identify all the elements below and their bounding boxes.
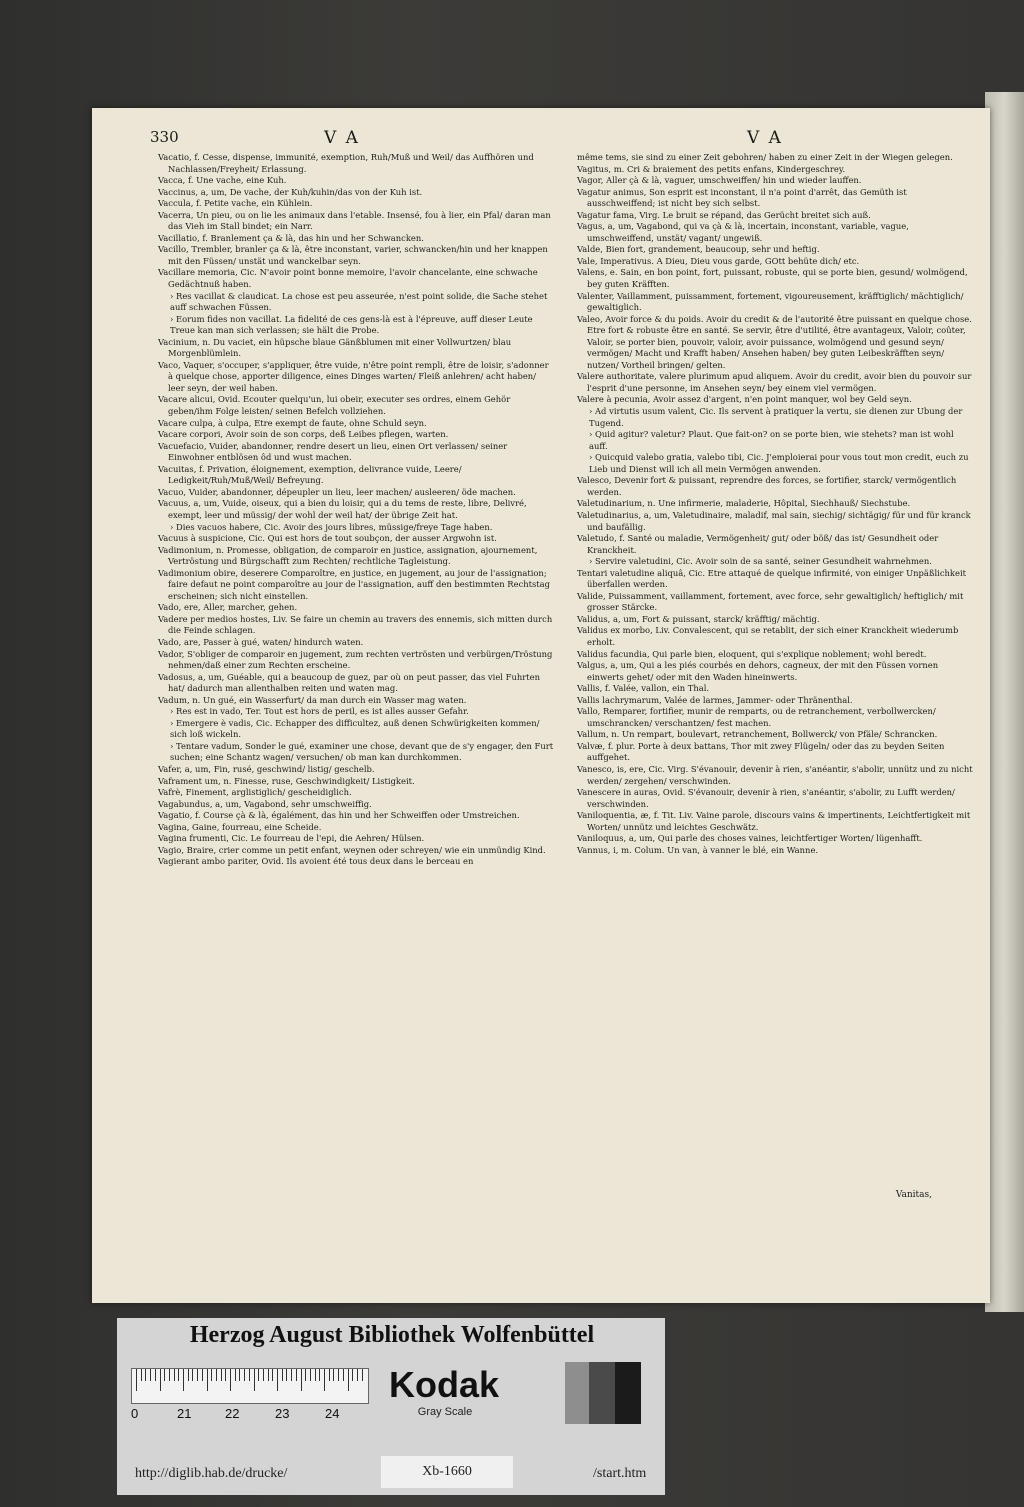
dictionary-entry: › Ad virtutis usum valent, Cic. Ils servent à pratiquer la vertu, sie dienen zur Ubung der Tugend. bbox=[589, 406, 963, 428]
ruler-tick bbox=[329, 1369, 330, 1381]
page-number: 330 bbox=[150, 128, 179, 146]
ruler-tick bbox=[333, 1369, 334, 1381]
ruler-tick bbox=[164, 1369, 165, 1381]
ruler-tick bbox=[216, 1369, 217, 1381]
dictionary-entry: Vacillatio, f. Branlement ça & là, das hin und her Schwancken. bbox=[158, 232, 424, 243]
dictionary-page bbox=[92, 108, 990, 1303]
ruler-tick bbox=[286, 1369, 287, 1381]
dictionary-entry: Tentari valetudine aliquâ, Cic. Etre attaqué de quelque infirmité, von einiger Unpäßlichkeit überfallen werden. bbox=[577, 567, 966, 590]
ruler-tick bbox=[211, 1369, 212, 1381]
dictionary-entry: Vannus, i, m. Colum. Un van, à vanner le blé, ein Wanne. bbox=[577, 844, 819, 855]
dictionary-entry: Vacillo, Trembler, branler ça & là, être inconstant, varier, schwancken/hin und her knappen mit den Füssen/ unstät und wanckelbar seyn. bbox=[158, 244, 548, 266]
ruler-tick bbox=[296, 1369, 297, 1381]
dictionary-entry: Vallo, Remparer, fortifier, munir de remparts, ou de retranchement, verbollwercken/ umschrancken/ verschantzen/ fest machen. bbox=[577, 706, 936, 728]
ruler-tick bbox=[249, 1369, 250, 1381]
ruler-tick bbox=[197, 1369, 198, 1381]
dictionary-entry: › Quid agitur? valetur? Plaut. Que fait-on? on se porte bien, wie stehets? man ist wohl auff. bbox=[589, 429, 954, 451]
dictionary-entry: Vallum, n. Un rempart, boulevart, retranchement, Bollwerck/ von Pfäle/ Schrancken. bbox=[577, 729, 938, 740]
color-calibration-bar bbox=[117, 1318, 665, 1495]
dictionary-entry: Vagatur fama, Virg. Le bruit se répand, das Gerücht breitet sich auß. bbox=[577, 209, 871, 220]
dictionary-entry: Vagor, Aller çà & là, vaguer, umschweiffen/ hin und wieder lauffen. bbox=[577, 175, 862, 186]
dictionary-entry: Validus ex morbo, Liv. Convalescent, qui se retablit, der sich einer Kranckheit wiederumb erholt. bbox=[577, 625, 959, 647]
dictionary-entry: Vacare alicui, Ovid. Ecouter quelqu'un, lui obeir, executer ses ordres, einem Gehör geben/ihm Folge leisten/ seinen Befelch vollziehen. bbox=[158, 394, 511, 417]
ruler-tick bbox=[348, 1369, 349, 1391]
ruler-tick bbox=[258, 1369, 259, 1381]
dictionary-entry: Vagatur animus, Son esprit est inconstant, il n'a point d'arrêt, das Gemüth ist ausschweiffend; ist nicht bey sich selbst. bbox=[577, 186, 907, 209]
dictionary-entry: Vacerra, Un pieu, ou on lie les animaux dans l'etable. Insensé, fou à lier, ein Pfal/ daran man das Vieh im Stall bindet; ein Narr. bbox=[158, 209, 551, 232]
catchword: Vanitas, bbox=[895, 1190, 932, 1200]
ruler-number: 23 bbox=[275, 1406, 290, 1421]
ruler-number: 24 bbox=[325, 1406, 340, 1421]
dictionary-entry: Vadosus, a, um, Guéable, qui a beaucoup de guez, par où on peut passer, das viel Fuhrten hat/ dadurch man allenthalben reiten und waten mag. bbox=[158, 671, 540, 694]
dictionary-entry: Vagabundus, a, um, Vagabond, sehr umschweiffig. bbox=[158, 798, 372, 809]
dictionary-entry: même tems, sie sind zu einer Zeit gebohren/ haben zu einer Zeit in der Wiegen gelegen. bbox=[577, 152, 953, 162]
dictionary-entry: Valens, e. Sain, en bon point, fort, puissant, robuste, qui se porte bien, gesund/ wolmögend, bey guten Kräfften. bbox=[577, 267, 968, 290]
ruler-tick bbox=[338, 1369, 339, 1381]
dictionary-entry: Vadere per medios hostes, Liv. Se faire un chemin au travers des ennemis, sich mitten durch die Feinde schlagen. bbox=[158, 613, 553, 636]
dictionary-entry: Vacare corpori, Avoir soin de son corps, deß Leibes pflegen, warten. bbox=[158, 429, 449, 440]
dictionary-entry: Validus facundia, Qui parle bien, eloquent, qui s'explique noblement; wohl beredt. bbox=[577, 648, 927, 659]
ruler-tick bbox=[362, 1369, 363, 1381]
ruler-tick bbox=[169, 1369, 170, 1381]
ruler-tick bbox=[277, 1369, 278, 1391]
ruler-tick bbox=[188, 1369, 189, 1381]
dictionary-entry: Vaccula, f. Petite vache, ein Kühlein. bbox=[158, 198, 313, 209]
kodak-logo: Kodak bbox=[388, 1364, 500, 1405]
ruler-tick bbox=[160, 1369, 161, 1391]
dictionary-entry: Valgus, a, um, Qui a les piés courbés en dehors, cagneux, der mit den Füssen vornen einwerts gehet/ oder mit den Waden hineinwerts. bbox=[577, 660, 939, 682]
dictionary-entry: › Res est in vado, Ter. Tout est hors de peril, es ist alles ausser Gefahr. bbox=[170, 706, 469, 717]
dictionary-entry: Vallis, f. Valée, vallon, ein Thal. bbox=[577, 683, 710, 694]
left-column bbox=[158, 152, 554, 868]
dictionary-entry: Vacuus à suspicione, Cic. Qui est hors de tout soubçon, der ausser Argwohn ist. bbox=[158, 533, 497, 544]
dictionary-entry: Vado, are, Passer à gué, waten/ hindurch waten. bbox=[158, 636, 364, 647]
dictionary-entry: Vacillare memoria, Cic. N'avoir point bonne memoire, l'avoir chancelante, eine schwache Gedächtnuß haben. bbox=[158, 267, 538, 290]
dictionary-entry: › Servire valetudini, Cic. Avoir soin de sa santé, seiner Gesundheit wahrnehmen. bbox=[589, 556, 932, 567]
ruler-tick bbox=[225, 1369, 226, 1381]
dictionary-entry: Vagina, Gaine, fourreau, eine Scheide. bbox=[158, 821, 322, 832]
dictionary-entry: Vadimonium obire, deserere Comparoître, en justice, en jugement, au jour de l'assignation; faire defaut ne point comparoître au jour de l'assignation, auff den bestimmten Rechtstag erscheinen; sich nicht einstellen. bbox=[158, 567, 551, 601]
ruler-tick bbox=[301, 1369, 302, 1391]
ruler-tick bbox=[324, 1369, 325, 1391]
dictionary-entry: › Res vacillat & claudicat. La chose est peu asseurée, n'est point solide, die Sache stehet auff schwachen Füssen. bbox=[170, 290, 548, 313]
dictionary-entry: Valetudinarius, a, um, Valetudinaire, maladif, mal sain, siechig/ sichtägig/ für und für kranck und baufällig. bbox=[577, 509, 971, 532]
dictionary-entry: › Dies vacuos habere, Cic. Avoir des jours libres, müssige/freye Tage haben. bbox=[170, 521, 493, 532]
scale-ruler bbox=[131, 1368, 369, 1404]
library-title: Herzog August Bibliothek Wolfenbüttel bbox=[189, 1322, 595, 1348]
ruler-tick bbox=[244, 1369, 245, 1381]
running-head-left: V A bbox=[324, 128, 360, 148]
ruler-number: 0 bbox=[131, 1406, 139, 1421]
dictionary-entry: Vaframent um, n. Finesse, ruse, Geschwindigkeit/ Listigkeit. bbox=[158, 775, 415, 786]
dictionary-entry: › Tentare vadum, Sonder le gué, examiner une chose, devant que de s'y engager, den Furt suchen; eine Schantz wagen/ versuchen/ ob man kan durchkommen. bbox=[170, 740, 554, 763]
ruler-tick bbox=[291, 1369, 292, 1381]
ruler-tick bbox=[145, 1369, 146, 1381]
dictionary-entry: Vaco, Vaquer, s'occuper, s'appliquer, être vuide, n'être point rempli, être de loisir, s'adonner à quelque chose, apporter diligence, eines Dinges warten/ Fleiß anlehren/ acht haben/ leer seyn, der weil haben. bbox=[158, 359, 549, 393]
url-left: http://diglib.hab.de/drucke/ bbox=[135, 1466, 288, 1481]
dictionary-entry: Vaniloquentia, æ, f. Tit. Liv. Vaine parole, discours vains & impertinents, Leichtfertigkeit mit Worten/ unnütz und leichtes Geschwätz. bbox=[577, 810, 971, 832]
dictionary-entry: Vacuo, Vuider, abandonner, dépeupler un lieu, leer machen/ ausleeren/ öde machen. bbox=[158, 486, 516, 497]
dictionary-entry: Vallis lachrymarum, Valée de larmes, Jammer- oder Thränenthal. bbox=[577, 694, 853, 705]
ruler-number: 21 bbox=[177, 1406, 192, 1421]
running-head-right: V A bbox=[747, 128, 783, 148]
ruler-tick bbox=[343, 1369, 344, 1381]
dictionary-entry: Vagatio, f. Course çà & là, égalément, das hin und her Schweiffen oder Umstreichen. bbox=[158, 810, 520, 821]
ruler-tick bbox=[174, 1369, 175, 1381]
next-page-edge bbox=[985, 92, 1024, 1312]
dictionary-entry: › Eorum fides non vacillat. La fidelité de ces gens-là est à l'épreuve, auff dieser Leute Treue kan man sich verlassen; sie hält die Probe. bbox=[170, 313, 533, 336]
ruler-tick bbox=[192, 1369, 193, 1381]
dark-swatch bbox=[589, 1362, 615, 1424]
dictionary-entry: Valide, Puissamment, vaillamment, fortement, avec force, sehr gewaltiglich/ heftiglich/ mit grosser Stärcke. bbox=[577, 590, 964, 613]
ruler-tick bbox=[183, 1369, 184, 1391]
ruler-tick bbox=[202, 1369, 203, 1381]
ruler-tick bbox=[235, 1369, 236, 1381]
dictionary-entry: Vagio, Braire, crier comme un petit enfant, weynen oder schreyen/ wie ein unmündig Kind. bbox=[158, 844, 546, 855]
dictionary-entry: Vagitus, m. Cri & braiement des petits enfans, Kindergeschrey. bbox=[577, 163, 846, 174]
dictionary-entry: Vacca, f. Une vache, eine Kuh. bbox=[158, 175, 287, 186]
dictionary-entry: Vale, Imperativus. A Dieu, Dieu vous garde, GOtt behüte dich/ etc. bbox=[577, 255, 860, 266]
dictionary-entry: Valere à pecunia, Avoir assez d'argent, n'en point manquer, wol bey Geld seyn. bbox=[577, 394, 912, 405]
dictionary-entry: Vacinium, n. Du vaciet, ein hüpsche blaue Gänßblumen mit einer Vollwurtzen/ blau Morgenblümlein. bbox=[158, 336, 512, 359]
dictionary-entry: Vanesco, is, ere, Cic. Virg. S'évanouir, devenir à rien, s'anéantir, s'abolir, unnütz und zu nicht werden/ zergehen/ verschwinden. bbox=[577, 763, 973, 786]
dictionary-entry: Valesco, Devenir fort & puissant, reprendre des forces, se fortifier, starck/ vermögentlich werden. bbox=[577, 475, 957, 497]
dictionary-entry: Valde, Bien fort, grandement, beaucoup, sehr und heftig. bbox=[577, 244, 820, 255]
dictionary-entry: Vaniloquus, a, um, Qui parle des choses vaines, leichtfertiger Worten/ lügenhafft. bbox=[577, 833, 923, 844]
ruler-tick bbox=[272, 1369, 273, 1381]
ruler-tick bbox=[150, 1369, 151, 1381]
url-right: /start.htm bbox=[593, 1466, 647, 1481]
dictionary-entry: Vagierant ambo pariter, Ovid. Ils avoient été tous deux dans le berceau en bbox=[158, 856, 474, 867]
ruler-tick bbox=[282, 1369, 283, 1381]
ruler-tick bbox=[230, 1369, 231, 1391]
dictionary-entry: Vagus, a, um, Vagabond, qui va çà & là, incertain, inconstant, variable, vague, umschweiffend, unstät/ vagant/ ungewiß. bbox=[577, 221, 909, 243]
dictionary-entry: Vagina frumenti, Cic. Le fourreau de l'epi, die Aehren/ Hülsen. bbox=[158, 833, 425, 844]
dictionary-entry: Vador, S'obliger de comparoir en jugement, zum rechten vertrösten und verbürgen/Tröstung nehmen/daß einer zum Rechten erscheine. bbox=[158, 648, 553, 671]
ruler-tick bbox=[207, 1369, 208, 1391]
dictionary-entry: Vaccinus, a, um, De vache, der Kuh/kuhin/das von der Kuh ist. bbox=[158, 186, 423, 197]
black-swatch bbox=[615, 1362, 641, 1424]
dictionary-entry: Valetudinarium, n. Une infirmerie, maladerie, Hôpital, Siechhauß/ Siechstube. bbox=[577, 498, 911, 509]
shelfmark: Xb-1660 bbox=[381, 1456, 513, 1488]
ruler-tick bbox=[268, 1369, 269, 1381]
dictionary-entry: Valetudo, f. Santé ou maladie, Vermögenheit/ gut/ oder böß/ das ist/ Gesundheit oder Kranckheit. bbox=[577, 533, 939, 555]
ruler-tick bbox=[263, 1369, 264, 1381]
dictionary-entry: Vacuefacio, Vuider, abandonner, rendre desert un lieu, einen Ort verlassen/ seiner Einwohner entblösen ôd und wust machen. bbox=[158, 440, 508, 463]
dictionary-entry: Vadum, n. Un gué, ein Wasserfurt/ da man durch ein Wasser mag waten. bbox=[158, 694, 467, 705]
dictionary-entry: Valeo, Avoir force & du poids. Avoir du credit & de l'autorité être puissant en quelque chose. Etre fort & robuste être en santé. Se servir, être d'utilité, être avantageux, Valoir, coûter, Valoir, se porter bien, pouvoir, valoir, avoir puissance, wolmögend und gesund seyn/ vermögen/ Macht und Krafft haben/ Ansehen haben/ bey guten Leibeskräfften seyn/ nutzen/ Vortheil bringen/ gelten. bbox=[577, 313, 972, 370]
dictionary-entry: Vacatio, f. Cesse, dispense, immunité, exemption, Ruh/Muß und Weil/ das Auffhören und Nachlassen/Freyheit/ Erlassung. bbox=[158, 152, 534, 174]
ruler-tick bbox=[315, 1369, 316, 1381]
dictionary-entry: Valvæ, f. plur. Porte à deux battans, Thor mit zwey Flügeln/ oder das zu beyden Seiten auffgehet. bbox=[577, 740, 945, 763]
right-column bbox=[577, 152, 975, 856]
ruler-tick bbox=[357, 1369, 358, 1381]
dictionary-entry: Vacare culpa, à culpa, Etre exempt de faute, ohne Schuld seyn. bbox=[158, 417, 427, 428]
dictionary-entry: › Quicquid valebo gratia, valebo tibi, Cic. J'emploierai pour vous tout mon credit, euch zu Lieb und Dienst will ich all mein Vermögen anwenden. bbox=[589, 452, 969, 474]
ruler-tick bbox=[239, 1369, 240, 1381]
dictionary-entry: Valere authoritate, valere plurimum apud aliquem. Avoir du credit, avoir bien du pouvoir sur l'esprit d'une personne, im Ansehen seyn/ bey einem viel vermögen. bbox=[577, 371, 972, 393]
dictionary-entry: Vado, ere, Aller, marcher, gehen. bbox=[158, 602, 298, 613]
gray-scale-label: Gray Scale bbox=[417, 1406, 473, 1418]
dictionary-entry: Validus, a, um, Fort & puissant, starck/ kräfftig/ mächtig. bbox=[577, 613, 820, 624]
ruler-tick bbox=[310, 1369, 311, 1381]
ruler-tick bbox=[254, 1369, 255, 1391]
dictionary-entry: Vadimonium, n. Promesse, obligation, de comparoir en justice, assignation, ajournement, Vertröstung und Bürgschafft zum Rechten/ rechtliche Tagleistung. bbox=[158, 544, 538, 567]
ruler-tick bbox=[305, 1369, 306, 1381]
dictionary-entry: Vafrè, Finement, arglistiglich/ gescheidiglich. bbox=[158, 787, 352, 798]
ruler-tick bbox=[352, 1369, 353, 1381]
ruler-tick bbox=[221, 1369, 222, 1381]
ruler-tick bbox=[178, 1369, 179, 1381]
ruler-tick bbox=[136, 1369, 137, 1391]
ruler-tick bbox=[319, 1369, 320, 1381]
ruler-tick bbox=[155, 1369, 156, 1381]
dictionary-entry: Vanescere in auras, Ovid. S'évanouir, devenir à rien, s'anéantir, s'abolir, zu Lufft werden/ verschwinden. bbox=[577, 787, 955, 809]
dictionary-entry: › Emergere è vadis, Cic. Echapper des difficultez, auß denen Schwürigkeiten kommen/ sich loß wickeln. bbox=[170, 717, 540, 740]
ruler-tick bbox=[141, 1369, 142, 1381]
dictionary-entry: Vacuus, a, um, Vuide, oiseux, qui a bien du loisir, qui a du tems de reste, libre, Delivré, exempt, leer und müssig/ der wohl der weil hat/ der übrige Zeit hat. bbox=[158, 498, 527, 520]
dictionary-entry: Vafer, a, um, Fin, rusé, geschwind/ listig/ geschelb. bbox=[158, 763, 375, 774]
ruler-number: 22 bbox=[225, 1406, 240, 1421]
dictionary-entry: Valenter, Vaillamment, puissamment, fortement, vigoureusement, kräfftiglich/ mächtiglich/ gewaltiglich. bbox=[577, 290, 964, 313]
dictionary-entry: Vacuitas, f. Privation, éloignement, exemption, delivrance vuide, Leere/ Ledigkeit/Ruh/Muß/Weil/ Befreyung. bbox=[158, 463, 462, 486]
